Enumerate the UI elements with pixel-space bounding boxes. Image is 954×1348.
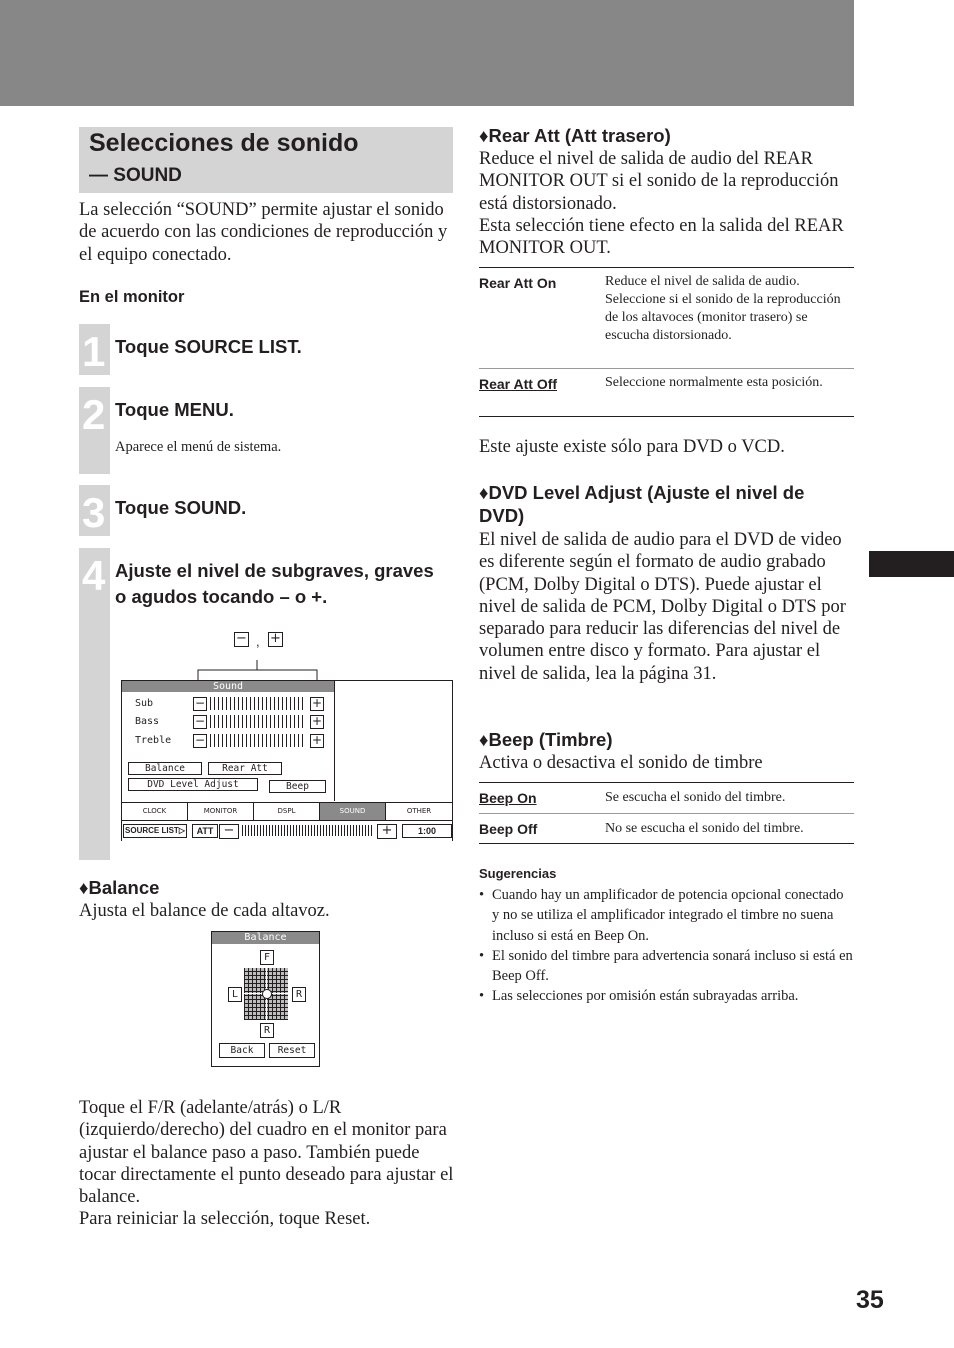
balance-heading-text: Balance [88,877,160,898]
tab-monitor[interactable]: MONITOR [188,803,254,820]
volume-minus-button[interactable]: − [219,824,239,839]
treble-plus-button[interactable]: + [311,733,323,747]
balance-screen-title: Balance [212,932,319,944]
diamond-icon: ♦ [479,482,489,503]
rear-att-on-key: Rear Att On [479,275,557,291]
bass-plus-button[interactable]: + [311,714,323,728]
sub-level-bar[interactable] [210,697,306,710]
rear-att-text-2: Esta selección tiene efecto en la salida del REAR MONITOR OUT. [479,216,844,259]
beep-off-desc: No se escucha el sonido del timbre. [605,821,804,836]
tab-dspl[interactable]: DSPL [254,803,320,820]
step-3-text: Toque SOUND. [115,497,247,518]
header-band [0,0,854,106]
source-list-label: SOURCE LIST [125,826,179,835]
tip-item: • El sonido del timbre para advertencia sonará incluso si está en Beep Off. [479,946,854,987]
diamond-icon: ♦ [79,877,89,898]
page-title: Selecciones de sonido [89,129,359,157]
rule [479,368,854,369]
balance-screen [211,931,320,1067]
step-1-number: 1 [82,328,106,375]
callout-plus-icon: + [268,632,283,647]
beep-heading [479,728,613,751]
step-2-number: 2 [82,391,106,438]
rule [479,782,854,783]
tab-other[interactable]: OTHER [406,807,432,815]
callout-separator: , [256,634,260,649]
sub-minus-button[interactable]: − [194,696,206,710]
rear-att-off-key: Rear Att Off [479,376,558,392]
sound-screen [121,680,453,841]
volume-plus-button[interactable]: + [377,824,397,839]
left-button[interactable]: L [228,987,242,1002]
play-icon: ▷ [178,826,185,835]
callout-minus-icon: − [234,632,249,647]
tip-item: • Las selecciones por omisión están subrayadas arriba. [479,986,854,1006]
balance-point[interactable] [262,989,272,999]
rear-att-note: Este ajuste existe sólo para DVD o VCD. [479,437,785,457]
sound-panel [122,681,335,801]
rear-button[interactable]: R [260,1023,274,1038]
bass-level-bar[interactable] [210,715,306,728]
sound-title: Sound [122,681,334,692]
balance-paragraph-2: Para reiniciar la selección, toque Reset. [79,1209,371,1229]
treble-minus-button[interactable]: − [194,733,206,747]
page-subtitle: — SOUND [89,165,182,186]
bass-label: Bass [135,716,160,727]
dvd-level-heading [479,481,854,527]
beep-text: Activa o desactiva el sonido de timbre [479,753,763,773]
rule [479,813,854,814]
volume-bar[interactable] [242,825,372,836]
beep-on-desc: Se escucha el sonido del timbre. [605,790,786,805]
beep-off-key: Beep Off [479,821,538,837]
att-button[interactable]: ATT [192,824,218,838]
step-2-text: Toque MENU. [115,399,234,420]
rear-att-heading [479,124,671,147]
tips-heading: Sugerencias [479,866,557,881]
tab-clock[interactable]: CLOCK [122,803,188,820]
back-button[interactable]: Back [219,1043,265,1058]
rear-att-heading-text: Rear Att (Att trasero) [488,125,671,146]
front-button[interactable]: F [260,950,274,965]
clock-display: 1:00 [402,824,452,838]
page-number: 35 [856,1286,884,1314]
dvd-level-text: El nivel de salida de audio para el DVD de video es diferente según el formato de audio grabado (PCM, Dolby Digital o DTS). Puede ajustar el nivel de salida de PCM, Dolby Digital o DTS por separado para reducir las diferencias del nivel de volumen entre disco y formato. Para ajustar el nivel de salida, lea la página 31. [479,530,846,684]
menu-tabs [122,802,452,820]
section-tab [869,551,954,577]
balance-heading [79,876,159,899]
tip-item: • Cuando hay un amplificador de potencia opcional conectado y no se utiliza el amplificador integrado el timbre no suena incluso si está en Beep On. [479,885,854,946]
diamond-icon: ♦ [479,729,489,750]
rule [479,416,854,417]
sub-plus-button[interactable]: + [311,696,323,710]
rear-att-off-desc: Seleccione normalmente esta posición. [605,375,823,390]
step-4-number: 4 [82,552,106,599]
rear-att-text: Reduce el nivel de salida de audio del REAR MONITOR OUT si el sonido de la reproducción está distorsionado. [479,149,839,214]
balance-paragraph: Toque el F/R (adelante/atrás) o L/R (izquierdo/derecho) del cuadro en el monitor para ajustar el balance paso a paso. También puede tocar directamente el punto deseado para ajustar el balance. [79,1098,454,1208]
tab-sound[interactable]: SOUND [320,803,386,820]
bass-minus-button[interactable]: − [194,714,206,728]
step-4-text: Ajuste el nivel de subgraves, graves o agudos tocando – o +. [115,560,434,607]
rear-att-button[interactable]: Rear Att [208,762,282,775]
beep-button[interactable]: Beep [269,780,326,793]
dvd-level-heading-text: DVD Level Adjust (Ajuste el nivel de DVD) [479,482,805,526]
status-bar [122,820,452,841]
intro-text: La selección “SOUND” permite ajustar el sonido de acuerdo con las condiciones de reproducción y el equipo conectado. [79,200,448,265]
step-2-note: Aparece el menú de sistema. [115,439,282,455]
reset-button[interactable]: Reset [269,1043,315,1058]
dvd-level-adjust-button[interactable]: DVD Level Adjust [128,778,258,791]
rule [479,843,854,844]
diamond-icon: ♦ [479,125,489,146]
step-1-text: Toque SOURCE LIST. [115,336,302,357]
source-list-button[interactable] [123,824,187,838]
balance-button[interactable]: Balance [128,762,202,775]
treble-label: Treble [135,735,172,746]
right-button[interactable]: R [292,987,306,1002]
tips-list [479,885,854,1007]
beep-on-key: Beep On [479,790,537,806]
beep-heading-text: Beep (Timbre) [488,729,613,750]
balance-text: Ajusta el balance de cada altavoz. [79,901,330,921]
sub-label: Sub [135,698,154,709]
step-3-number: 3 [82,489,106,536]
rule [479,267,854,268]
rear-att-on-desc: Reduce el nivel de salida de audio. Seleccione si el sonido de la reproducción de los altavoces (monitor trasero) se escucha distorsionado. [605,274,841,343]
treble-level-bar[interactable] [210,734,306,747]
monitor-label: En el monitor [79,288,185,306]
